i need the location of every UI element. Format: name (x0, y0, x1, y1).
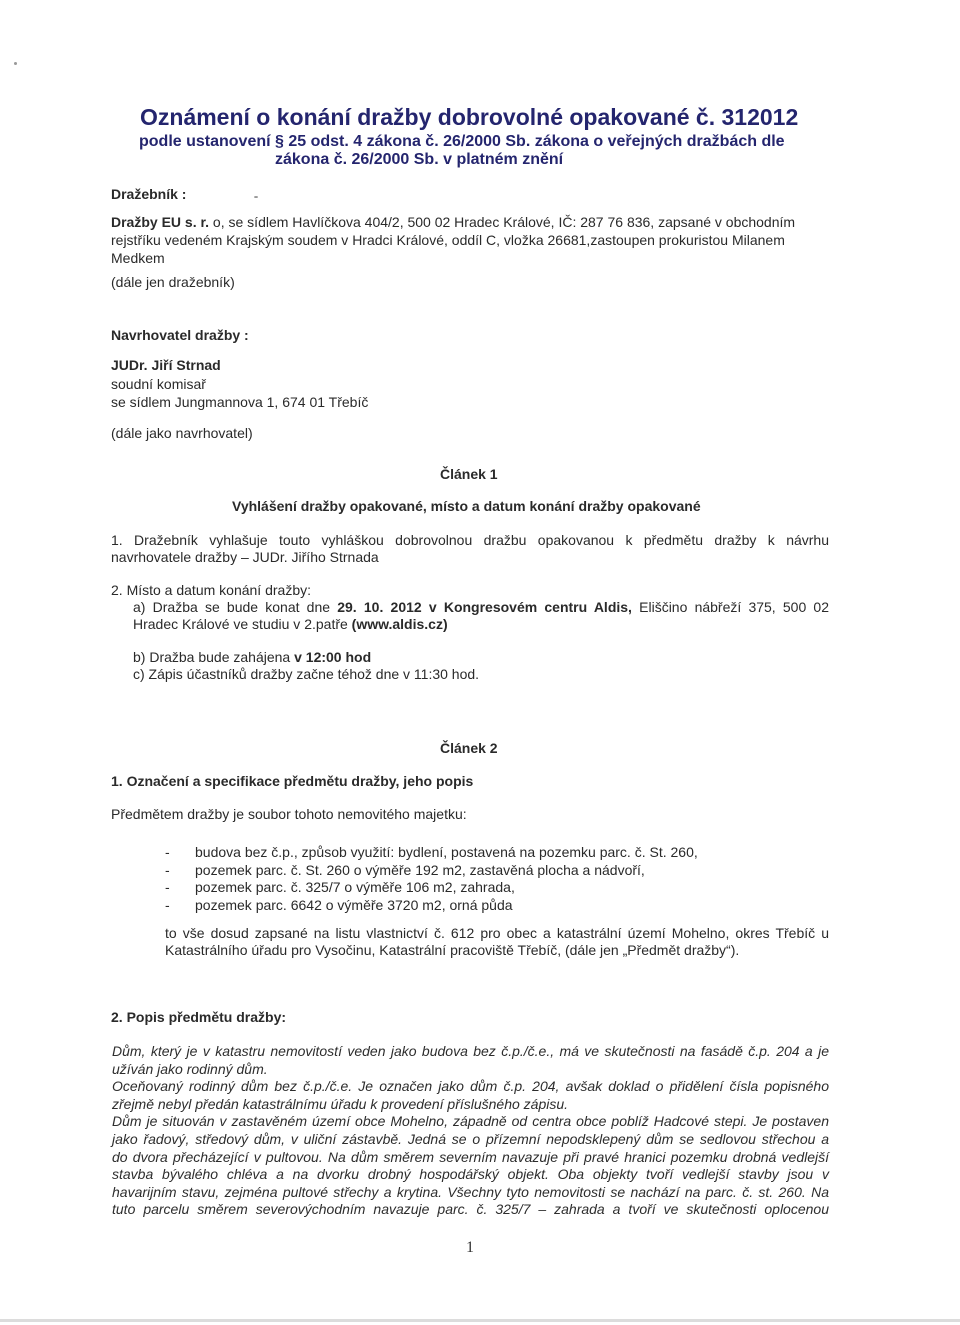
description-line: do dvora přecházející v pultovou. Na dům směrem severním navazuje při pravé hranici pozemku drobná vedlejší (112, 1148, 829, 1165)
proposer-role: soudní komisař (111, 376, 206, 392)
article-2-section-2-title: 2. Popis předmětu dražby: (111, 1009, 287, 1025)
list-item: - pozemek parc. č. 325/7 o výměře 106 m2, zahrada, (165, 879, 515, 895)
item-a-studio: Hradec Králové ve studiu v 2.patře (133, 616, 352, 632)
auction-start-time: v 12:00 hod (294, 649, 372, 665)
article-1-item-c: c) Zápis účastníků dražby začne téhož dne v 11:30 hod. (133, 666, 480, 682)
auctioneer-alias: (dále jen dražebník) (111, 274, 235, 290)
item-a-line-1 (133, 599, 829, 616)
property-description (112, 1043, 829, 1219)
list-item: - budova bez č.p., způsob využití: bydlení, postavená na pozemku parc. č. St. 260, (165, 844, 698, 860)
document-subtitle-line-2: zákona č. 26/2000 Sb. v platném znění (275, 151, 564, 168)
auctioneer-line-2: rejstříku vedeném Krajským soudem v Hradci Králové, oddíl C, vložka 26681,zastoupen prokuristou Milanem (111, 232, 785, 248)
list-item: - pozemek parc. 6642 o výměře 3720 m2, orná půda (165, 896, 513, 913)
scan-speck (14, 62, 17, 65)
item-a-line-2 (133, 616, 829, 633)
document-subtitle-line-1: podle ustanovení § 25 odst. 4 zákona č. 26/2000 Sb. zákona o veřejných dražbách dle (139, 133, 785, 150)
article-1-p1-line-1: 1. Dražebník vyhlašuje touto vyhláškou dobrovolnou dražbu opakovanou k předmětu dražby k návrhu (111, 532, 829, 548)
auctioneer-address: o, se sídlem Havlíčkova 404/2, 500 02 Hradec Králové, IČ: 287 76 836, zapsané v obchodním (209, 214, 796, 230)
item-a-prefix: a) Dražba se bude konat dne (133, 599, 338, 615)
item-a-address: Eliščino nábřeží 375, 500 02 (631, 599, 829, 615)
description-line: Oceňovaný rodinný dům bez č.p./č.e. Je označen jako dům č.p. 204, avšak doklad o přidělení čísla popisného (112, 1078, 829, 1095)
auctioneer-line-1 (111, 214, 795, 231)
article-2-heading: Článek 2 (440, 740, 498, 756)
article-1-subheading: Vyhlášení dražby opakované, místo a datum konání dražby opakované (232, 498, 701, 514)
venue-website: (www.aldis.cz) (351, 616, 448, 632)
proposer-alias: (dále jako navrhovatel) (111, 425, 253, 441)
description-line: Dům je situován v zastavěném území obce Mohelno, západně od centra obce poblíž Hadcové stepi. Je postaven (112, 1113, 829, 1130)
auctioneer-line-3: Medkem (111, 250, 165, 266)
article-1-p1-line-2: navrhovatele dražby – JUDr. Jiřího Strnada (111, 549, 379, 565)
article-1-item-b (133, 649, 371, 666)
proposer-address: se sídlem Jungmannova 1, 674 01 Třebíč (111, 394, 369, 410)
article-1-place-date-title: 2. Místo a datum konání dražby: (111, 582, 311, 598)
item-b-prefix: b) Dražba bude zahájena (133, 649, 295, 665)
proposer-label: Navrhovatel dražby : (111, 327, 249, 343)
article-2-intro: Předmětem dražby je soubor tohoto nemovitého majetku: (111, 806, 467, 822)
description-line: tuto parcelu směrem severovýchodním navazuje parc. č. 325/7 – zahrada a tvoří ve skutečnosti oplocenou (112, 1201, 829, 1218)
document-title: Oznámení o konání dražby dobrovolné opakované č. 312012 (140, 104, 799, 130)
article-1-paragraph-1 (111, 532, 829, 566)
article-1-heading: Článek 1 (440, 466, 498, 482)
auctioneer-label: Dražebník : (111, 186, 187, 202)
description-line: Dům, který je v katastru nemovitostí veden jako budova bez č.p./č.e., má ve skutečnosti na fasádě č.p. 204 a je (112, 1043, 829, 1059)
description-line: užíván jako rodinný dům. (112, 1060, 268, 1077)
description-line: jako řadový, středový dům, v uliční zástavbě. Jedná se o přízemní nepodsklepený dům se sedlovou střechou a (112, 1130, 829, 1147)
land-register-line-2: Katastrálního úřadu pro Vysočinu, Katastrální pracoviště Třebíč, (dále jen „Předmět dražby“). (165, 942, 740, 958)
list-item: - pozemek parc. č. St. 260 o výměře 192 m2, zastavěná plocha a nádvoří, (165, 861, 645, 878)
auction-date-venue: 29. 10. 2012 v Kongresovém centru Aldis, (337, 599, 632, 615)
property-list (165, 844, 698, 914)
page-number: 1 (466, 1239, 474, 1256)
scan-speck (254, 196, 258, 198)
description-line: zřejmě nebyl předán katastrálnímu úřadu k provedení příslušného zápisu. (112, 1095, 569, 1112)
land-register-line-1: to vše dosud zapsané na listu vlastnictví č. 612 pro obec a katastrální území Mohelno, okres Třebíč u (165, 925, 829, 941)
description-line: stavba bývalého chléva a na dvorku drobný hospodářský objekt. Oba objekty tvoří vedlejší stavby jsou v (112, 1166, 829, 1183)
description-line: havarijním stavu, zejména pultové střechy a krytina. Všechny tyto nemovitosti se nachází na parc. č. st. 260. Na (112, 1183, 829, 1200)
auctioneer-name: Dražby EU s. r. (111, 214, 210, 230)
article-2-section-1-title: 1. Označení a specifikace předmětu dražby, jeho popis (111, 773, 474, 789)
article-1-item-a (133, 599, 829, 633)
scan-edge-line (0, 1319, 960, 1322)
proposer-name: JUDr. Jiří Strnad (111, 357, 221, 373)
land-register-paragraph (165, 925, 829, 959)
